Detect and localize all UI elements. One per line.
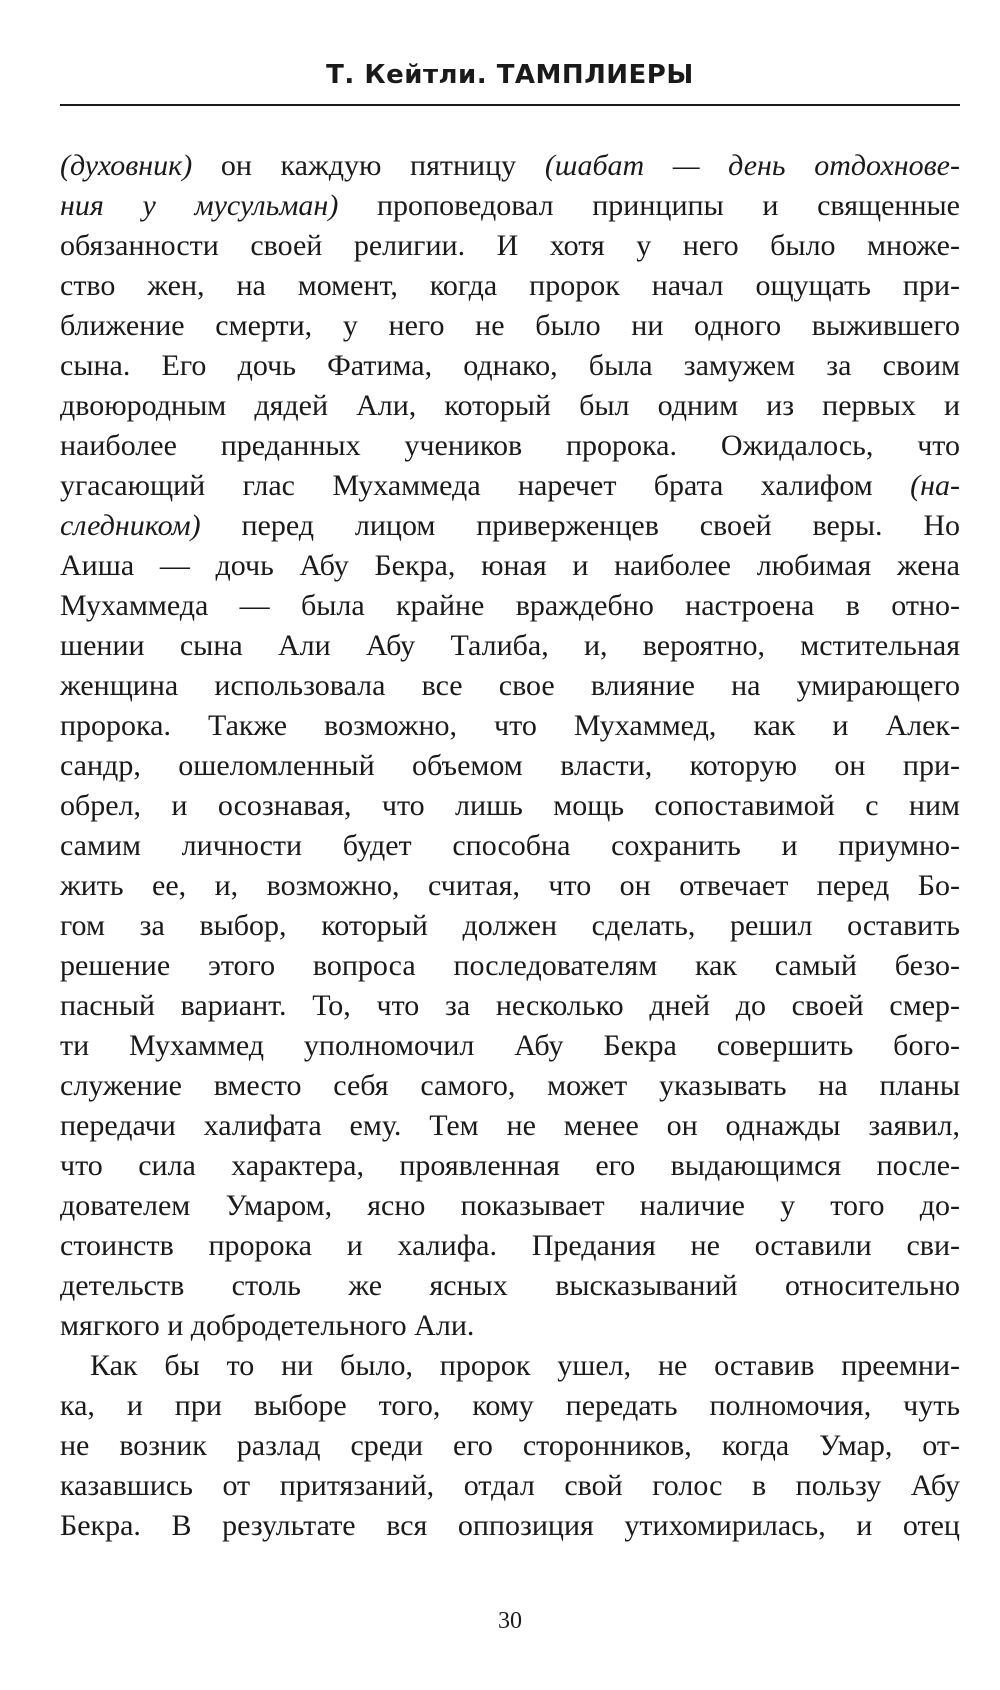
text-line [60,1146,960,1186]
text-line [60,946,960,986]
text-span: шении сына Али Абу Талиба, и, вероятно, мстительная [60,629,960,662]
text-line [60,746,960,786]
text-line [60,666,960,706]
text-line [60,546,960,586]
text-line [60,866,960,906]
text-span: сандр, ошеломленный объемом власти, которую он при- [60,749,960,782]
text-line [60,1346,960,1386]
text-line [60,1506,960,1546]
text-span: ство жен, на момент, когда пророк начал ощущать при- [60,269,960,302]
text-span: ближение смерти, у него не было ни одного выжившего [60,309,960,342]
text-line [60,706,960,746]
italic-text: ния у мусульман) [60,189,339,222]
text-line [60,266,960,306]
text-line [60,1066,960,1106]
text-span: пасный вариант. То, что за несколько дней до своей смер- [60,989,960,1022]
text-line [60,826,960,866]
text-span: ка, и при выборе того, кому передать полномочия, чуть [60,1389,960,1422]
text-span: самим личности будет способна сохранить и приумно- [60,829,960,862]
text-line [60,1466,960,1506]
text-line [60,226,960,266]
text-span: служение вместо себя самого, может указывать на планы [60,1069,960,1102]
text-line [60,146,960,186]
text-span: детельств столь же ясных высказываний относительно [60,1269,960,1302]
italic-text: (на- [910,469,960,502]
text-span: Бекра. В результате вся оппозиция утихомирилась, и отец [60,1509,960,1542]
text-span: обязанности своей религии. И хотя у него было множе- [60,229,960,262]
header-rule [60,104,960,106]
text-line [60,986,960,1026]
text-span: Аиша — дочь Абу Бекра, юная и наиболее любимая жена [60,549,960,582]
text-line [60,506,960,546]
text-span: Мухаммеда — была крайне враждебно настроена в отно- [60,589,960,622]
text-line [60,186,960,226]
text-line [60,1106,960,1146]
text-line [60,906,960,946]
text-span: дователем Умаром, ясно показывает наличие у того до- [60,1189,960,1222]
text-span: перед лицом приверженцев своей веры. Но [200,509,960,542]
text-span: не возник разлад среди его сторонников, когда Умар, от- [60,1429,960,1462]
text-span: мягкого и добродетельного Али. [60,1309,475,1342]
text-span: гом за выбор, который должен сделать, решил оставить [60,909,960,942]
text-line [60,1226,960,1266]
text-span: Как бы то ни было, пророк ушел, не оставив преемни- [90,1349,960,1382]
text-line [60,626,960,666]
text-line [60,786,960,826]
text-line [60,586,960,626]
italic-text: (шабат — день отдохнове- [544,149,960,182]
italic-text: следником) [60,509,201,542]
italic-text: (духовник) [60,149,193,182]
text-line [60,1186,960,1226]
text-line [60,1426,960,1466]
text-span: пророка. Также возможно, что Мухаммед, как и Алек- [60,709,960,742]
text-line [60,1386,960,1426]
text-span: что сила характера, проявленная его выдающимся после- [60,1149,960,1182]
text-line [60,426,960,466]
text-line [60,1306,960,1346]
body-text [60,146,960,1546]
text-span: передачи халифата ему. Тем не менее он однажды заявил, [60,1109,960,1142]
text-line [60,346,960,386]
text-span: угасающий глас Мухаммеда наречет брата халифом [60,469,911,502]
text-span: наиболее преданных учеников пророка. Ожидалось, что [60,429,960,462]
text-line [60,1266,960,1306]
text-line [60,466,960,506]
text-span: жить ее, и, возможно, считая, что он отвечает перед Бо- [60,869,960,902]
page-number: 30 [498,1608,522,1634]
text-span: решение этого вопроса последователям как самый безо- [60,949,960,982]
text-span: казавшись от притязаний, отдал свой голос в пользу Абу [60,1469,960,1502]
text-span: стоинств пророка и халифа. Предания не оставили сви- [60,1229,960,1262]
text-span: он каждую пятницу [192,149,545,182]
text-span: двоюродным дядей Али, который был одним из первых и [60,389,960,422]
text-line [60,386,960,426]
text-line [60,1026,960,1066]
text-span: проповедовал принципы и священные [338,189,960,222]
running-title: Т. Кейтли. ТАМПЛИЕРЫ [326,60,694,90]
text-span: женщина использовала все свое влияние на умирающего [60,669,960,702]
text-span: обрел, и осознавая, что лишь мощь сопоставимой с ним [60,789,960,822]
text-span: сына. Его дочь Фатима, однако, была замужем за своим [60,349,960,382]
text-line [60,306,960,346]
text-span: ти Мухаммед уполномочил Абу Бекра совершить бого- [60,1029,960,1062]
